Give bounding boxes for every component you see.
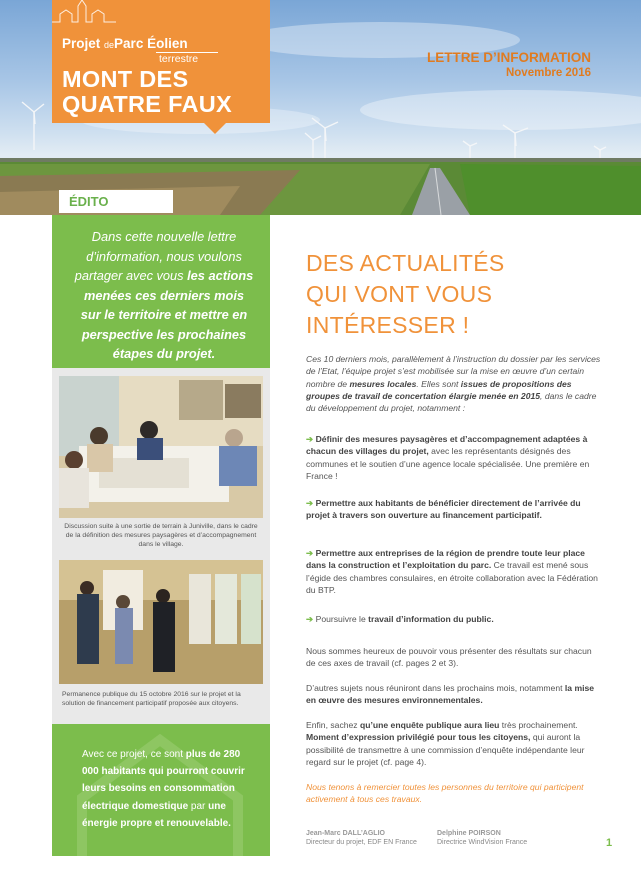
thanks-text: Nous tenons à remercier toutes les personnes du territoire qui participent activement à tous ces travaux. [306,782,584,805]
arrow-icon: ➔ [306,548,316,558]
impact-text: Avec ce projet, ce sont plus de 280 000 habitants qui pourront couvrir leurs besoins en consommation électrique domestique par une énergie propre et renouvelable. [82,749,245,829]
photo-panel [52,368,270,724]
project-logo [52,0,270,123]
logo-title: MONT DES QUATRE FAUX [62,66,232,117]
newsletter-date: Novembre 2016 [505,67,591,79]
logo-project-name: Projet deParc Éolien [62,36,188,51]
impact-panel [52,724,270,856]
newsletter-title: LETTRE D’INFORMATION [427,50,591,65]
arrow-icon: ➔ [306,434,316,444]
village-skyline-icon [52,0,116,24]
edito-label: ÉDITO [59,190,173,213]
photo-caption-1: Discussion suite à une sortie de terrain à Juniville, dans le cadre de la définition des mesures paysagères et d’accompagnement dans le village. [64,523,258,548]
bullet-item-2: ➔ Permettre aux habitants de bénéficier directement de l’arrivée du projet à travers son ouverture au financement participatif. [306,498,581,521]
meeting-photo [59,376,263,518]
page-number: 1 [606,837,613,849]
photo-caption-2: Permanence publique du 15 octobre 2016 sur le projet et la solution de financement participatif proposée aux citoyens. [62,691,241,707]
page-title: DES ACTUALITÉS QUI VONT VOUS INTÉRESSER ! [306,250,505,338]
bullet-item-3: ➔ Permettre aux entreprises de la région de prendre toute leur place dans la construction et l’exploitation du parc. Ce travail est mené sous l’égide des chambres consulaires, en étroite collaboration avec la Fédération du BTP. [306,548,598,595]
newsletter-heading [427,50,591,79]
edito-text: Dans cette nouvelle lettre d’information, nous voulons partager avec vous les actions menées ces derniers mois sur le territoire et mettre en perspective les prochaines étapes du projet. [74,229,254,361]
bullet-item-1: ➔ Définir des mesures paysagères et d’accompagnement adaptées à chacun des villages du projet, avec les représentants désignés des communes et le soutien d’une agence locale spécialisée. Une première en France ! [306,434,590,481]
paragraph-results: Nous sommes heureux de pouvoir vous présenter des résultats sur chacun de ces axes de travail (cf. pages 2 et 3). [306,646,592,669]
intro-paragraph: Ces 10 derniers mois, parallèlement à l’instruction du dossier par les services de l’Etat, l’équipe projet s’est mobilisée sur la mise en œuvre d’un certain nombre de mesures locales. Elles sont issues de propositions des groupes de travail de concertation élargie menée en 2015, dans le cadre du développement du projet, notamment : [306,354,601,414]
bullet-item-4: ➔ Poursuivre le travail d’information du public. [306,614,494,624]
paragraph-next-topics: D’autres sujets nous réuniront dans les prochains mois, notamment la mise en œuvre des mesures environnementales. [306,683,595,706]
public-meeting-photo [59,560,263,684]
edito-sidebar [52,181,270,856]
paragraph-public-inquiry: Enfin, sachez qu’une enquête publique aura lieu très prochainement. Moment d’expression privilégié pour tous les citoyens, qui auront la possibilité de transmettre à une commission d’enquête indépendante leur regard sur le projet (cf. page 4). [306,720,585,767]
arrow-icon: ➔ [306,614,316,624]
signature-1: Jean-Marc DALL’AGLIO Directeur du projet, EDF EN France [306,830,417,846]
logo-terrestre: terrestre [159,53,199,65]
arrow-icon: ➔ [306,498,316,508]
signature-2: Delphine POIRSON Directrice WindVision France [437,830,528,846]
